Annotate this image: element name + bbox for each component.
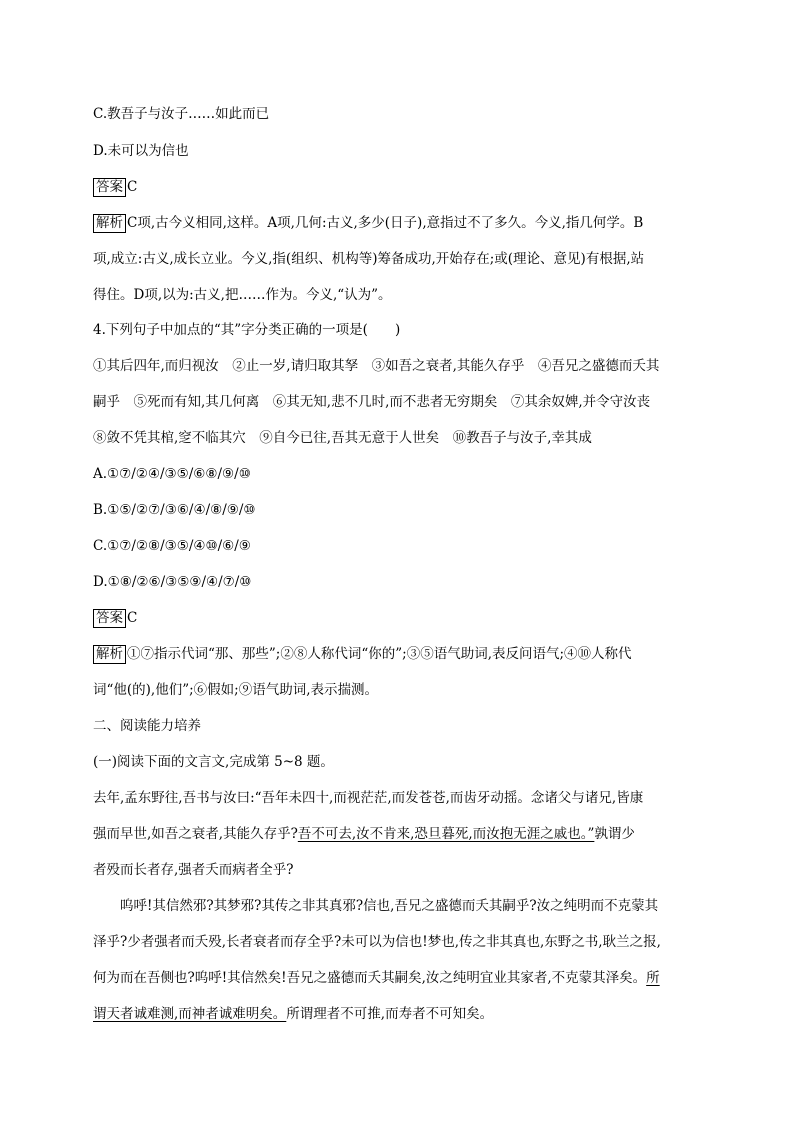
analysis-label: 解析 — [93, 645, 126, 664]
q3-analysis-line-3: 得住。D项,以为:古义,把……作为。今义,“认为”。 — [93, 287, 392, 303]
underlined-sentence-1: 吾不可去,汝不肯来,恐旦暮死,而汝抱无涯之戚也。” — [297, 826, 595, 842]
passage-p2-line-4 — [93, 1004, 714, 1024]
section-title: 二、阅读能力培养 — [93, 718, 201, 734]
underlined-sentence-2-start: 所 — [646, 970, 660, 986]
underlined-sentence-2-end: 谓天者诚难测,而神者诚难明矣。 — [93, 1006, 287, 1022]
q3-analysis-line-1 — [93, 213, 714, 233]
q3-answer — [93, 177, 714, 197]
q4-answer — [93, 608, 714, 628]
passage-p2-line-3-start: 何为而在吾侧也?呜呼!其信然矣!吾兄之盛德而夭其嗣矣,汝之纯明宜业其家者,不克蒙其泽矣。 — [93, 970, 647, 986]
analysis-label: 解析 — [93, 214, 126, 233]
answer-label: 答案 — [93, 609, 126, 628]
passage-p1-line-2 — [93, 824, 714, 844]
passage-p1-line-1: 去年,孟东野往,吾书与汝曰:“吾年未四十,而视茫茫,而发苍苍,而齿牙动摇。念诸父与诸兄,皆康 — [93, 790, 644, 806]
q4-analysis-line-1 — [93, 644, 714, 664]
q3-answer-value: C — [127, 179, 138, 195]
q4-option-b: B.①⑤/②⑦/③⑥/④/⑧/⑨/⑩ — [93, 502, 256, 518]
q4-answer-value: C — [127, 610, 138, 626]
q4-analysis-text-1: ①⑦指示代词“那、那些”;②⑧人称代词“你的”;③⑤语气助词,表反问语气;④⑩人称代 — [127, 646, 632, 662]
q4-analysis-line-2: 词“他(的),他们”;⑥假如;⑨语气助词,表示揣测。 — [93, 682, 379, 698]
passage-p2-line-1: 呜呼!其信然邪?其梦邪?其传之非其真邪?信也,吾兄之盛德而夭其嗣乎?汝之纯明而不克蒙其 — [120, 898, 659, 914]
passage-p2-line-3 — [93, 968, 714, 988]
q4-option-c: C.①⑦/②⑧/③⑤/④⑩/⑥/⑨ — [93, 538, 251, 554]
passage-p1-line-2-start: 强而早世,如吾之衰者,其能久存乎? — [93, 826, 298, 842]
passage-p2-line-2: 泽乎?少者强者而夭殁,长者衰者而存全乎?未可以为信也!梦也,传之非其真也,东野之书,耿兰之报, — [93, 934, 661, 950]
q4-sentences-line-2: 嗣乎 ⑤死而有知,其几何离 ⑥其无知,悲不几时,而不悲者无穷期矣 ⑦其余奴婢,并令守汝丧 — [93, 394, 651, 410]
q4-option-d: D.①⑧/②⑥/③⑤⑨/④/⑦/⑩ — [93, 574, 252, 590]
q3-option-c: C.教吾子与汝子……如此而已 — [93, 106, 270, 122]
passage-p2-line-4-end: 所谓理者不可推,而寿者不可知矣。 — [286, 1006, 494, 1022]
q3-analysis-text-1: C项,古今义相同,这样。A项,几何:古义,多少(日子),意指过不了多久。今义,指几何学。B — [127, 215, 644, 231]
q3-option-d: D.未可以为信也 — [93, 143, 189, 159]
q4-stem: 4.下列句子中加点的“其”字分类正确的一项是( ) — [93, 322, 401, 338]
passage-p1-line-2-end: 孰谓少 — [594, 826, 635, 842]
q4-sentences-line-1: ①其后四年,而归视汝 ②止一岁,请归取其孥 ③如吾之衰者,其能久存乎 ④吾兄之盛德而夭其 — [93, 358, 660, 374]
q4-sentences-line-3: ⑧敛不凭其棺,窆不临其穴 ⑨自今已往,吾其无意于人世矣 ⑩教吾子与汝子,幸其成 — [93, 430, 592, 446]
passage-p1-line-3: 者殁而长者存,强者夭而病者全乎? — [93, 862, 294, 878]
answer-label: 答案 — [93, 178, 126, 197]
reading-intro: (一)阅读下面的文言文,完成第 5~8 题。 — [93, 754, 334, 770]
q3-analysis-line-2: 项,成立:古义,成长立业。今义,指(组织、机构等)筹备成功,开始存在;或(理论、意见)有根据,站 — [93, 251, 645, 267]
q4-option-a: A.①⑦/②④/③⑤/⑥⑧/⑨/⑩ — [93, 466, 251, 482]
